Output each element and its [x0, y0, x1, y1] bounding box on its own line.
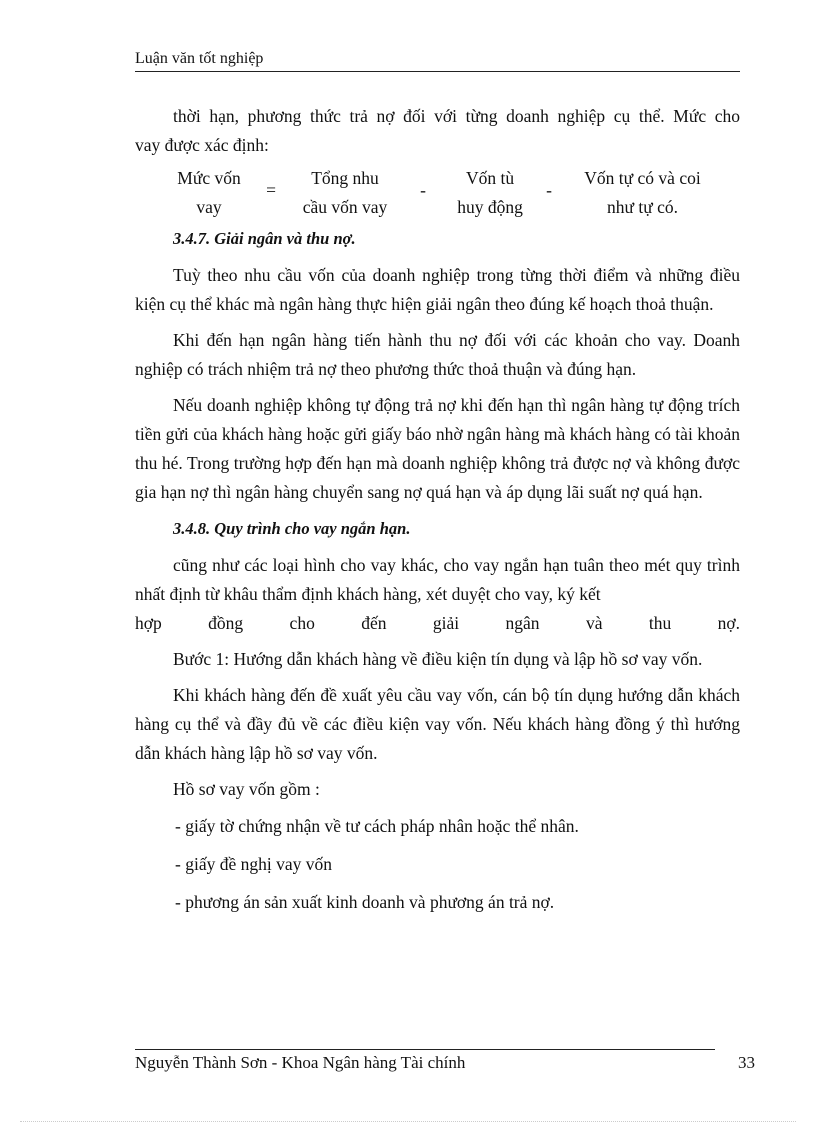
section-3-4-7-paragraph-1: Tuỳ theo nhu cầu vốn của doanh nghiệp trong từng thời điểm và những điều kiện cụ thể khác mà ngân hàng thực hiện giải ngân theo đúng kế hoạch thoả thuận. — [135, 265, 740, 314]
section-3-4-8-paragraph-3: Khi khách hàng đến đề xuất yêu cầu vay vốn, cán bộ tín dụng hướng dẫn khách hàng cụ thể và đầy đủ về các điều kiện vay vốn. Nếu khách hàng đồng ý thì hướng dẫn khách hàng lập hồ sơ vay vốn. — [135, 685, 740, 763]
formula-term-1-bottom: cầu vốn vay — [302, 197, 388, 217]
formula-term-2-top: Vốn tù — [465, 168, 515, 188]
section-3-4-8-paragraph-1: cũng như các loại hình cho vay khác, cho vay ngắn hạn tuân theo mét quy trình nhất định từ khâu thẩm định khách hàng, xét duyệt cho vay, ký kết — [135, 555, 740, 604]
page-edge-dotted-line — [20, 1121, 796, 1122]
intro-line-1: thời hạn, phương thức trả nợ đối với từng doanh nghiệp cụ thể. Mức cho — [173, 106, 740, 126]
formula-lhs-bottom: vay — [196, 197, 222, 217]
formula-term-3-bottom: như tự có. — [607, 197, 678, 217]
page-content — [135, 102, 740, 926]
loan-formula — [135, 164, 740, 222]
formula-term-1-top: Tổng nhu — [311, 168, 379, 188]
formula-term-2 — [435, 164, 545, 222]
formula-minus-1: - — [420, 180, 426, 200]
header-rule — [135, 71, 740, 72]
formula-lhs — [163, 164, 255, 222]
step-1-paragraph: Bước 1: Hướng dẫn khách hàng về điều kiện tín dụng và lập hồ sơ vay vốn. — [173, 649, 703, 669]
formula-minus-2: - — [546, 180, 552, 200]
intro-paragraph — [135, 102, 740, 131]
footer-author: Nguyễn Thành Sơn - Khoa Ngân hàng Tài chính — [135, 1053, 466, 1072]
page-header-title: Luận văn tốt nghiệp — [135, 50, 264, 67]
intro-paragraph-end — [135, 131, 740, 160]
formula-term-1 — [285, 164, 405, 222]
section-3-4-8-heading: 3.4.8. Quy trình cho vay ngắn hạn. — [173, 519, 411, 538]
formula-term-3-top: Vốn tự có và coi — [584, 168, 701, 188]
formula-lhs-top: Mức vốn — [177, 168, 241, 188]
section-3-4-8-paragraph-1-end: hợp đồng cho đến giải ngân và thu nợ. — [135, 613, 740, 633]
documents-intro: Hồ sơ vay vốn gồm : — [173, 779, 320, 799]
bullet-item: - phương án sản xuất kinh doanh và phương án trả nợ. — [175, 892, 555, 912]
intro-line-2: vay được xác định: — [135, 135, 269, 155]
formula-term-2-bottom: huy động — [457, 197, 523, 217]
page-number: 33 — [738, 1053, 755, 1072]
section-3-4-7-paragraph-3: Nếu doanh nghiệp không tự động trả nợ khi đến hạn thì ngân hàng tự động trích tiền gửi của khách hàng hoặc gửi giấy báo nhờ ngân hàng mà khách hàng có tài khoản thu hé. Trong trường hợp đến hạn mà doanh nghiệp không trả được nợ và không được gia hạn nợ thì ngân hàng chuyển sang nợ quá hạn và áp dụng lãi suất nợ quá hạn. — [135, 395, 740, 502]
formula-equals: = — [266, 180, 276, 200]
bullet-item: - giấy đề nghị vay vốn — [175, 854, 332, 874]
section-3-4-7-paragraph-2: Khi đến hạn ngân hàng tiến hành thu nợ đối với các khoản cho vay. Doanh nghiệp có trách nhiệm trả nợ theo phương thức thoả thuận và đúng hạn. — [135, 330, 740, 379]
section-3-4-7-heading: 3.4.7. Giải ngân và thu nợ. — [173, 229, 356, 248]
bullet-item: - giấy tờ chứng nhận về tư cách pháp nhân hoặc thể nhân. — [175, 816, 579, 836]
formula-term-3 — [560, 164, 725, 222]
footer-rule — [135, 1049, 715, 1050]
